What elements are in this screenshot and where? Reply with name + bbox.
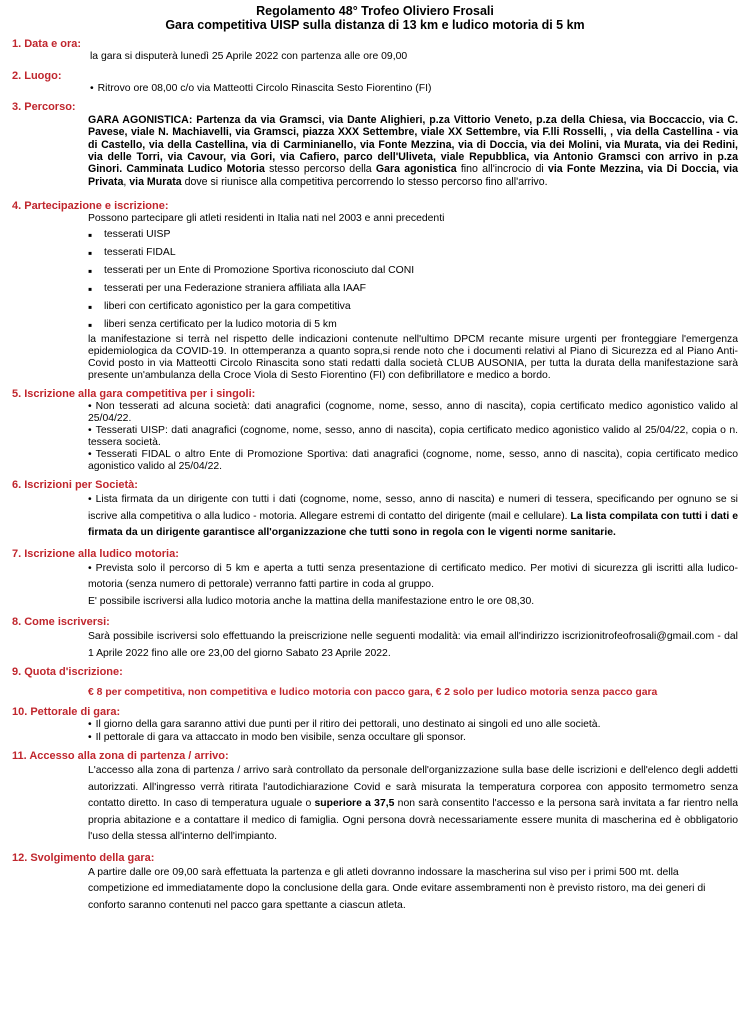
section-heading: 6. Iscrizioni per Società: bbox=[12, 479, 138, 492]
temperature-limit: superiore a 37,5 bbox=[314, 798, 395, 810]
title-line-1: Regolamento 48° Trofeo Oliviero Frosali bbox=[256, 4, 494, 18]
section-heading: 4. Partecipazione e iscrizione: bbox=[12, 199, 169, 212]
section-text-normal: Lista firmata da un dirigente con tutti i dati (cognome, nome, sesso, anno di nascita) e numeri di tessera, specificando per ognuno se si iscrive alla competitiva o alla ludico - motoria. Allegare estremi di contatto del dirigente (mail e cellulare). bbox=[88, 494, 738, 522]
route-text: , bbox=[123, 175, 130, 188]
document-title bbox=[12, 4, 738, 32]
section-heading: 10. Pettorale di gara: bbox=[12, 705, 121, 718]
section-data-ora bbox=[12, 38, 738, 64]
section-heading: 9. Quota d'iscrizione: bbox=[12, 666, 123, 679]
section-intro: Possono partecipare gli atleti residenti in Italia nati nel 2003 e anni precedenti bbox=[88, 212, 445, 224]
section-accesso bbox=[12, 750, 738, 846]
section-ludico-motoria bbox=[12, 548, 738, 611]
section-text: • Tesserati UISP: dati anagrafici (cognome, nome, sesso, anno di nascita), copia certificato medico agonistico valido al 25/04/22, copia o n. tessera società. bbox=[12, 425, 738, 449]
section-text-normal: L'accesso alla zona di partenza / arrivo sarà controllato da personale dell'organizzazione sulla base delle iscrizioni e dell'elenco degli addetti autorizzati. All'ingresso verrà ritirata l'autodichiarazione Covid e sarà misurata la temperatura corporea con apposito termometro senza contatto diretto. In caso di temperatura uguale o bbox=[88, 765, 738, 810]
section-text: • Tesserati FIDAL o altro Ente di Promozione Sportiva: dati anagrafici (cognome, nome, sesso, anno di nascita), copia certificato medico agonistico valido al 25/04/22. bbox=[12, 449, 738, 473]
section-text-normal: non sarà consentito l'accesso e la persona sarà invitata a far rientro nella propria abitazione e a contattare il medico di famiglia. Ogni persona dovrà necessariamente essere munita di mascherina ed è obbligatorio l'uso della stessa all'interno dell'impianto. bbox=[88, 798, 738, 843]
section-text: Sarà possibile iscriversi solo effettuando la preiscrizione nelle seguenti modalità: via email all'indirizzo iscrizionitrofeofrosali@gmail.com - dal 1 Aprile 2022 fino alle ore 23,00 del giorno Sabato 23 Aprile 2022. bbox=[88, 631, 738, 659]
fee-text: € 8 per competitiva, non competitiva e ludico motoria con pacco gara, € 2 solo per ludico motoria senza pacco gara bbox=[88, 687, 658, 699]
section-text: • Prevista solo il percorso di 5 km e aperta a tutti senza presentazione di certificato medico. Per motivi di sicurezza gli iscritti alla ludico-motoria (senza numero di pettorale) verranno fatti partire in coda al gruppo. bbox=[12, 561, 738, 594]
gara-route: Partenza da via Gramsci, via Dante Alighieri, p.za Vittorio Veneto, p.za della Chiesa, via Boccaccio, via C. Pavese, viale N. Machiavelli, via Gramsci, piazza XXX Settembre, viale XX Settembre, via F.lli Rosselli, , via della Castellina - via di Castello, via della Castellina, via di Carminianello, via Fonte Mezzina, via di Doccia, via dei Molini, via Murata, via dei Redini, via delle Torri, via Cavour, via Gori, via Cafiero, parco dell'Uliveta, viale Repubblica, via Antonio Gramsci con arrivo in p.za Ginori. bbox=[88, 114, 738, 176]
route-description bbox=[12, 114, 738, 188]
section-heading: 8. Come iscriversi: bbox=[12, 616, 110, 629]
section-quota bbox=[12, 666, 738, 700]
section-heading: 12. Svolgimento della gara: bbox=[12, 851, 155, 864]
list-item: ▪ tesserati FIDAL bbox=[88, 244, 738, 262]
route-text: dove si riunisce alla competitiva percorrendo lo stesso percorso fino all'arrivo. bbox=[181, 175, 548, 188]
section-text: la gara si disputerà lunedì 25 Aprile 2022 con partenza alle ore 09,00 bbox=[90, 51, 408, 62]
route-bold: via Murata bbox=[129, 175, 182, 188]
gara-label: GARA AGONISTICA: bbox=[88, 114, 193, 127]
section-text bbox=[12, 492, 738, 542]
camminata-label: Camminata Ludico Motoria bbox=[126, 163, 265, 176]
section-percorso bbox=[12, 101, 738, 188]
section-text: • Il pettorale di gara va attaccato in modo ben visibile, senza occultare gli sponsor. bbox=[12, 732, 738, 745]
section-text: • Ritrovo ore 08,00 c/o via Matteotti Circolo Rinascita Sesto Fiorentino (FI) bbox=[12, 83, 738, 96]
title-line-2: Gara competitiva UISP sulla distanza di 13 km e ludico motoria di 5 km bbox=[165, 18, 585, 32]
section-iscrizione-singoli bbox=[12, 388, 738, 473]
section-come-iscriversi bbox=[12, 616, 738, 662]
section-text: A partire dalle ore 09,00 sarà effettuata la partenza e gli atleti dovranno indossare la mascherina sul viso per i primi 500 mt. della competizione ed immediatamente dopo la conclusione della gara. Onde evitare assembramenti non è previsto ristoro, ma dei generi di conforto saranno contenuti nel pacco gara spettante a ciascun atleta. bbox=[88, 866, 706, 911]
list-item: ▪ tesserati per una Federazione straniera affiliata alla IAAF bbox=[88, 280, 738, 298]
route-text: stesso percorso della bbox=[264, 163, 376, 176]
section-text: E' possibile iscriversi alla ludico motoria anche la mattina della manifestazione entro le ore 08,30. bbox=[88, 595, 535, 607]
section-partecipazione bbox=[12, 200, 738, 382]
section-heading: 7. Iscrizione alla ludico motoria: bbox=[12, 547, 179, 560]
section-text bbox=[12, 763, 738, 846]
section-heading: 1. Data e ora: bbox=[12, 38, 82, 50]
section-pettorale bbox=[12, 706, 738, 744]
section-iscrizione-societa bbox=[12, 479, 738, 542]
section-heading: 5. Iscrizione alla gara competitiva per i singoli: bbox=[12, 388, 256, 401]
section-heading: 3. Percorso: bbox=[12, 101, 76, 114]
route-bold: Gara agonistica bbox=[375, 163, 457, 176]
list-item: ▪ liberi senza certificato per la ludico motoria di 5 km bbox=[88, 316, 738, 334]
section-svolgimento bbox=[12, 852, 738, 915]
section-heading: 2. Luogo: bbox=[12, 69, 62, 82]
section-text: • Non tesserati ad alcuna società: dati anagrafici (cognome, nome, sesso, anno di nascita), copia certificato medico agonistico valido al 25/04/22. bbox=[12, 401, 738, 425]
section-heading: 11. Accesso alla zona di partenza / arrivo: bbox=[12, 750, 229, 763]
section-paragraph: la manifestazione si terrà nel rispetto delle indicazioni contenute nell'ultimo DPCM recante misure urgenti per fronteggiare l'emergenza epidemiologica da COVID-19. In ottemperanza a quanto sopra,si rende noto che i documenti relativi al Piano di Sicurezza ed al Piano Anti-Covid posto in via Matteotti Circolo Rinascita sono stati redatti dalla società CLUB AUSONIA, per tutta la durata della manifestazione sarà presente un'ambulanza della Croce Viola di Sesto Fiorentino (FI) con defibrillatore e medico a bordo. bbox=[88, 333, 738, 382]
section-text: • Il giorno della gara saranno attivi due punti per il ritiro dei pettorali, uno destinato ai singoli ed uno alle società. bbox=[12, 719, 738, 732]
section-luogo bbox=[12, 70, 738, 96]
list-item: ▪ tesserati per un Ente di Promozione Sportiva riconosciuto dal CONI bbox=[88, 262, 738, 280]
list-item: ▪ liberi con certificato agonistico per la gara competitiva bbox=[88, 298, 738, 316]
route-bold: via Fonte Mezzina, via Di Doccia, via Privata bbox=[88, 163, 739, 188]
route-text: fino all'incrocio di bbox=[456, 163, 548, 176]
list-item: ▪ tesserati UISP bbox=[88, 226, 738, 244]
section-text-bold: La lista compilata con tutti i dati e firmata da un dirigente garantisce all'organizzazione che tutti sono in regola con le vigenti norme sanitarie. bbox=[88, 510, 738, 539]
participant-list bbox=[12, 226, 738, 334]
